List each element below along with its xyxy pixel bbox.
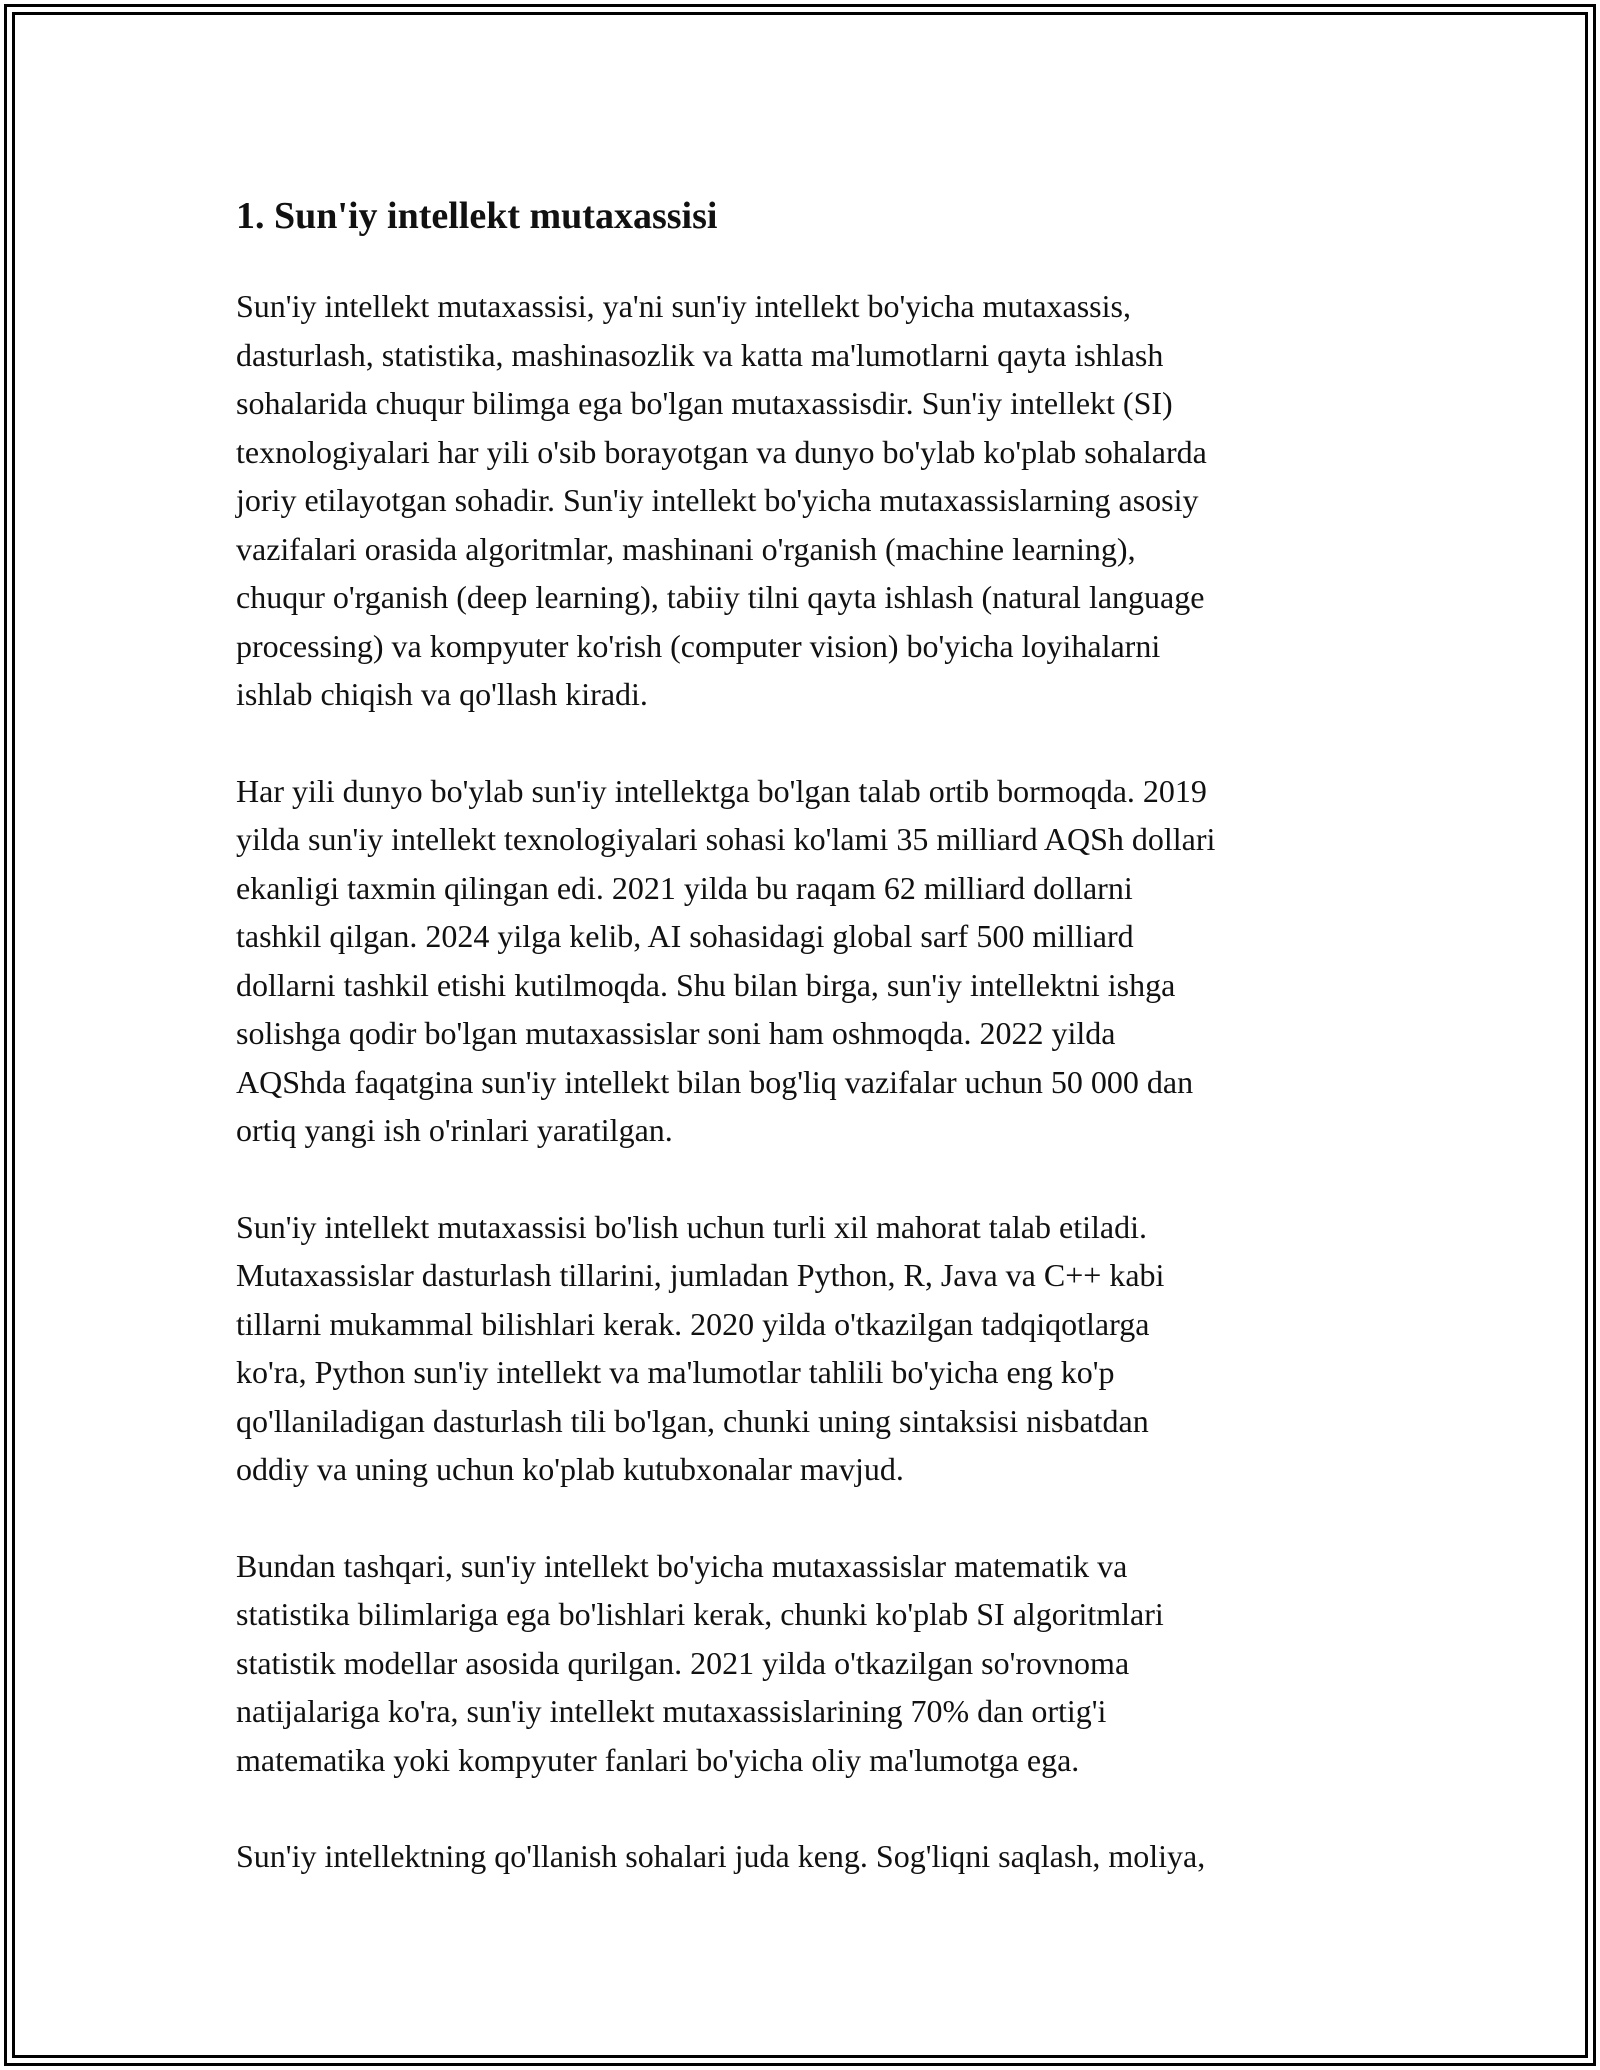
text-line: Sun'iy intellekt mutaxassisi bo'lish uchun turli xil mahorat talab etiladi. (236, 1208, 1147, 1245)
paragraph-demand (236, 767, 1386, 1155)
text-line: ortiq yangi ish o'rinlari yaratilgan. (236, 1112, 673, 1148)
text-line: Sun'iy intellekt mutaxassisi, ya'ni sun'iy intellekt bo'yicha mutaxassis, (236, 288, 1131, 324)
text-line: chuqur o'rganish (deep learning), tabiiy tilni qayta ishlash (natural language (236, 579, 1205, 615)
text-line: qo'llaniladigan dasturlash tili bo'lgan, chunki uning sintaksisi nisbatdan (236, 1402, 1149, 1439)
text-line: joriy etilayotgan sohadir. Sun'iy intellekt bo'yicha mutaxassislarning asosiy (236, 482, 1199, 518)
text-line: Sun'iy intellektning qo'llanish sohalari juda keng. Sog'liqni saqlash, moliya, (236, 1838, 1206, 1874)
text-line: statistika bilimlariga ega bo'lishlari kerak, chunki ko'plab SI algoritmlari (236, 1596, 1164, 1632)
text-line: tashkil qilgan. 2024 yilga kelib, AI sohasidagi global sarf 500 milliard (236, 918, 1134, 954)
text-line: statistik modellar asosida qurilgan. 2021 yilda o'tkazilgan so'rovnoma (236, 1644, 1130, 1681)
text-line: dasturlash, statistika, mashinasozlik va katta ma'lumotlarni qayta ishlash (236, 336, 1164, 373)
paragraph-math (236, 1542, 1386, 1785)
text-line: AQShda faqatgina sun'iy intellekt bilan bog'liq vazifalar uchun 50 000 dan (236, 1063, 1194, 1100)
text-line: texnologiyalari har yili o'sib borayotgan va dunyo bo'ylab ko'plab sohalarda (236, 433, 1207, 470)
text-line: ko'ra, Python sun'iy intellekt va ma'lumotlar tahlili bo'yicha eng ko'p (236, 1354, 1115, 1390)
text-line: oddiy va uning uchun ko'plab kutubxonalar mavjud. (236, 1451, 904, 1487)
text-line: Har yili dunyo bo'ylab sun'iy intellektga bo'lgan talab ortib bormoqda. 2019 (236, 772, 1207, 809)
text-line: ishlab chiqish va qo'llash kiradi. (236, 676, 648, 712)
paragraph-skills (236, 1203, 1386, 1494)
text-line: dollarni tashkil etishi kutilmoqda. Shu bilan birga, sun'iy intellektni ishga (236, 966, 1176, 1003)
text-line: yilda sun'iy intellekt texnologiyalari sohasi ko'lami 35 milliard AQSh dollari (236, 821, 1216, 857)
text-line: vazifalari orasida algoritmlar, mashinani o'rganish (machine learning), (236, 530, 1136, 567)
text-line: Bundan tashqari, sun'iy intellekt bo'yicha mutaxassislar matematik va (236, 1547, 1128, 1584)
text-line: ekanligi taxmin qilingan edi. 2021 yilda bu raqam 62 milliard dollarni (236, 869, 1133, 906)
text-line: processing) va kompyuter ko'rish (computer vision) bo'yicha loyihalarni (236, 627, 1161, 664)
paragraph-applications (236, 1832, 1386, 1881)
text-line: sohalarida chuqur bilimga ega bo'lgan mutaxassisdir. Sun'iy intellekt (SI) (236, 385, 1173, 421)
text-line: matematika yoki kompyuter fanlari bo'yicha oliy ma'lumotga ega. (236, 1741, 1080, 1778)
text-line: natijalariga ko'ra, sun'iy intellekt mutaxassislarining 70% dan ortig'i (236, 1693, 1107, 1729)
text-line: tillarni mukammal bilishlari kerak. 2020 yilda o'tkazilgan tadqiqotlarga (236, 1305, 1150, 1342)
text-line: Mutaxassislar dasturlash tillarini, jumladan Python, R, Java va C++ kabi (236, 1257, 1165, 1293)
section-heading: 1. Sun'iy intellekt mutaxassisi (236, 195, 718, 237)
text-line: solishga qodir bo'lgan mutaxassislar soni ham oshmoqda. 2022 yilda (236, 1015, 1116, 1051)
paragraph-intro (236, 282, 1386, 719)
document-body (236, 186, 1386, 1929)
